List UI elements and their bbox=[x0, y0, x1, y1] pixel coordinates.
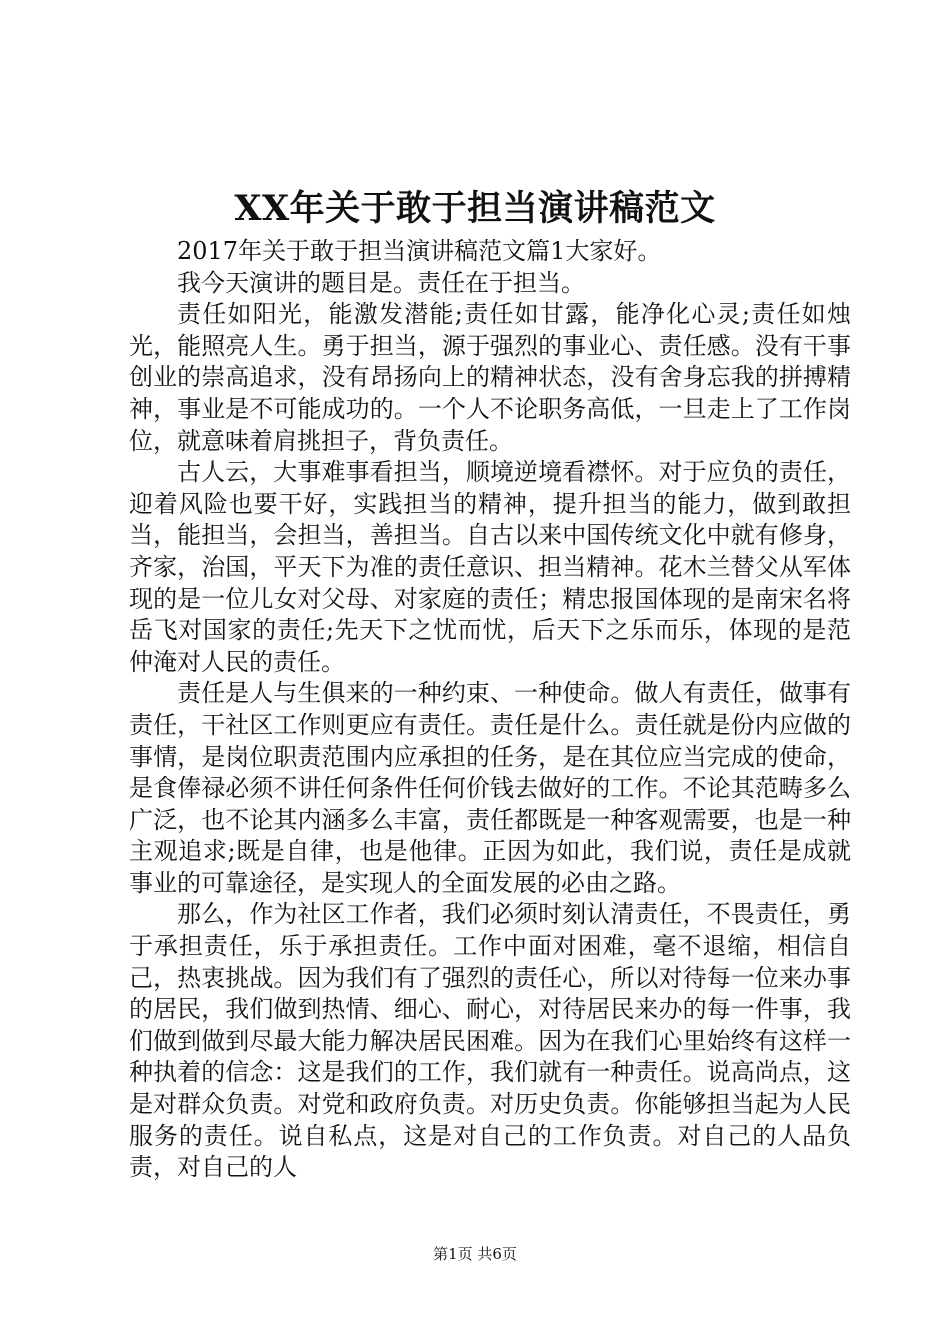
page-footer: 第1页 共6页 bbox=[433, 1245, 517, 1263]
paragraph: 那么，作为社区工作者，我们必须时刻认清责任，不畏责任，勇于承担责任，乐于承担责任。工作中面对困难，毫不退缩，相信自己，热衷挑战。因为我们有了强烈的责任心，所以对待每一位来办事的居民，我们做到热情、细心、耐心，对待居民来办的每一件事，我们做到做到尽最大能力解决居民困难。因为在我们心里始终有这样一种执着的信念：这是我们的工作，我们就有一种责任。说高尚点，这是对群众负责。对党和政府负责。对历史负责。你能够担当起为人民服务的责任。说自私点，这是对自己的工作负责。对自己的人品负责，对自己的人 bbox=[129, 900, 851, 1182]
document-title: XX年关于敢于担当演讲稿范文 bbox=[234, 188, 716, 229]
paragraph: 责任如阳光，能激发潜能;责任如甘露，能净化心灵;责任如烛光，能照亮人生。勇于担当，源于强烈的事业心、责任感。没有干事创业的崇高追求，没有昂扬向上的精神状态，没有舍身忘我的拼搏精神，事业是不可能成功的。一个人不论职务高低，一旦走上了工作岗位，就意味着肩挑担子，背负责任。 bbox=[129, 300, 851, 455]
paragraph: 我今天演讲的题目是。责任在于担当。 bbox=[177, 268, 585, 297]
paragraph: 2017年关于敢于担当演讲稿范文篇1大家好。 bbox=[177, 237, 662, 265]
paragraph: 责任是人与生俱来的一种约束、一种使命。做人有责任，做事有责任，干社区工作则更应有责任。责任是什么。责任就是份内应做的事情，是岗位职责范围内应承担的任务，是在其位应当完成的使命，是食俸禄必须不讲任何条件任何价钱去做好的工作。不论其范畴多么广泛，也不论其内涵多么丰富，责任都既是一种客观需要，也是一种主观追求;既是自律，也是他律。正因为如此，我们说，责任是成就事业的可靠途径，是实现人的全面发展的必由之路。 bbox=[129, 679, 851, 897]
paragraph: 古人云，大事难事看担当，顺境逆境看襟怀。对于应负的责任，迎着风险也要干好，实践担当的精神，提升担当的能力，做到敢担当，能担当，会担当，善担当。自古以来中国传统文化中就有修身，齐家，治国，平天下为准的责任意识、担当精神。花木兰替父从军体现的是一位儿女对父母、对家庭的责任；精忠报国体现的是南宋名将岳飞对国家的责任;先天下之忧而忧，后天下之乐而乐，体现的是范仲淹对人民的责任。 bbox=[129, 458, 851, 676]
document-body bbox=[129, 236, 851, 1184]
